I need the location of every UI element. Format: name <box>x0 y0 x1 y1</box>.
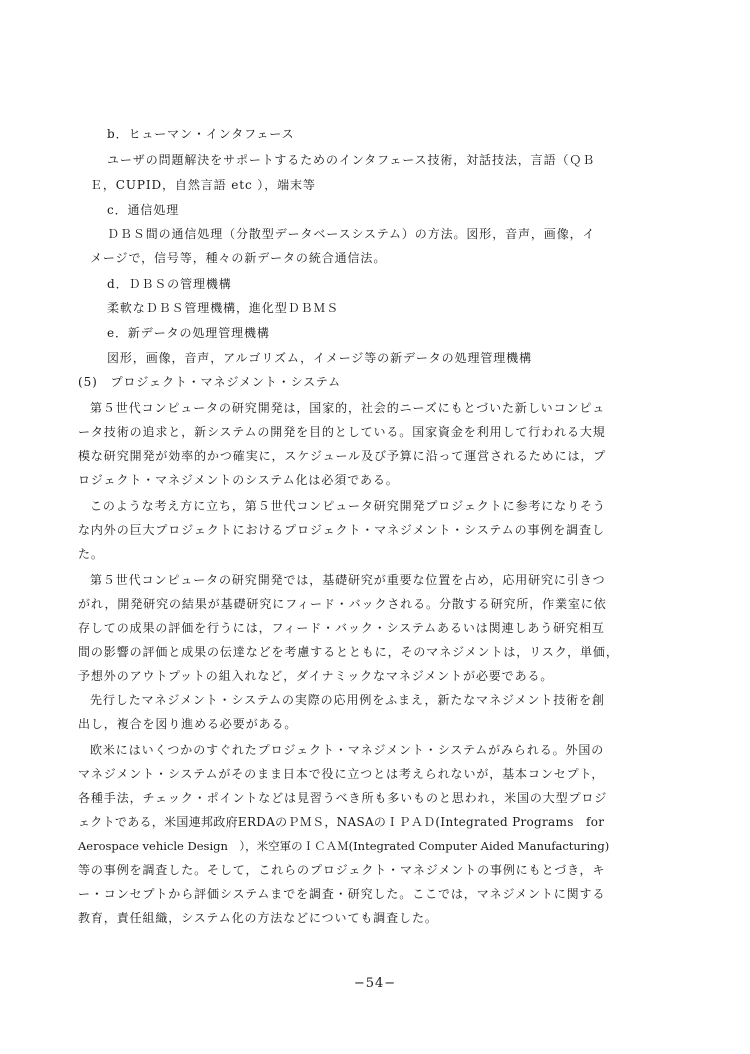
paragraph-3-line-1: 第５世代コンピュータの研究開発では，基礎研究が重要な位置を占め，応用研究に引きつ <box>90 573 606 587</box>
paragraph-5-line-5: Aerospace vehicle Design ），米空軍のＩＣＡＭ(Integrated Computer Aided Manufacturing) <box>78 839 610 853</box>
section-d-text-line-1: 柔軟なＤＢＳ管理機構，進化型ＤＢＭＳ <box>107 301 340 315</box>
paragraph-3-line-3: 存しての成果の評価を行うには，フィード・バック・システムあるいは関連しあう研究相互 <box>78 621 605 635</box>
paragraph-1-line-1: 第５世代コンピュータの研究開発は，国家的，社会的ニーズにもとづいた新しいコンピュ <box>90 401 606 415</box>
section-5-heading: (5) プロジェクト・マネジメント・システム <box>78 375 341 389</box>
section-c-heading: c．通信処理 <box>107 203 180 217</box>
paragraph-5-line-4: ェクトである，米国連邦政府ERDAのＰＭＳ，NASAのＩＰＡＤ(Integrated Programs for <box>78 815 605 829</box>
paragraph-5-line-3: 各種手法，チェック・ポイントなどは見習うべき所も多いものと思われ，米国の大型プロジ <box>78 791 608 805</box>
section-c-text-line-1: ＤＢＳ間の通信処理（分散型データベースシステム）の方法。図形，音声，画像，イ <box>107 227 596 241</box>
paragraph-4-line-2: 出し，複合を図り進める必要がある。 <box>78 717 298 731</box>
paragraph-2-line-2: な内外の巨大プロジェクトにおけるプロジェクト・マネジメント・システムの事例を調査し <box>78 523 605 537</box>
section-e-heading: e．新データの処理管理機構 <box>107 326 270 340</box>
paragraph-5-line-8: 教育，責任組織，システム化の方法などについても調査した。 <box>78 911 438 925</box>
paragraph-5-line-2: マネジメント・システムがそのまま日本で役に立つとは考えられないが，基本コンセプト， <box>78 767 605 781</box>
paragraph-2-line-3: た。 <box>78 547 104 561</box>
paragraph-1-line-4: ロジェクト・マネジメントのシステム化は必須である。 <box>78 473 399 487</box>
paragraph-3-line-5: 予想外のアウトプットの組入れなど，ダイナミックなマネジメントが必要である。 <box>78 669 554 683</box>
section-b-heading: b．ヒューマン・インタフェース <box>107 127 295 141</box>
paragraph-5-line-6: 等の事例を調査した。そして，これらのプロジェクト・マネジメントの事例にもとづき，キ <box>78 863 606 877</box>
paragraph-1-line-3: 模な研究開発が効率的かつ確実に，スケジュール及び予算に沿って運営されるためには，プ <box>78 449 607 463</box>
paragraph-3-line-4: 間の影響の評価と成果の伝達などを考慮するとともに，そのマネジメントは，リスク，単価， <box>78 645 619 659</box>
paragraph-5-line-7: ー・コンセプトから評価システムまでを調査・研究した。ここでは，マネジメントに関する <box>78 887 606 901</box>
paragraph-1-line-2: ータ技術の追求と，新システムの開発を目的としている。国家資金を利用して行われる大規 <box>78 425 606 439</box>
paragraph-5-line-1: 欧米にはいくつかのすぐれたプロジェクト・マネジメント・システムがみられる。外国の <box>90 743 605 757</box>
section-e-text-line-1: 図形，画像，音声，アルゴリズム，イメージ等の新データの処理管理機構 <box>107 351 532 365</box>
section-b-text-line-2: Ｅ，CUPID，自然言語 etc ），端末等 <box>90 178 316 192</box>
paragraph-3-line-2: がれ，開発研究の結果が基礎研究にフィード・バックされる。分散する研究所，作業室に依 <box>78 597 607 611</box>
section-b-text-line-1: ユーザの問題解決をサポートするためのインタフェース技術，対話技法，言語（ＱＢ <box>107 153 596 167</box>
page-number: −54− <box>353 976 397 991</box>
paragraph-4-line-1: 先行したマネジメント・システムの実際の応用例をふまえ，新たなマネジメント技術を創 <box>90 693 605 707</box>
section-d-heading: d．ＤＢＳの管理機構 <box>107 277 232 291</box>
section-c-text-line-2: メージで，信号等，種々の新データの統合通信法。 <box>90 251 387 265</box>
paragraph-2-line-1: このような考え方に立ち，第５世代コンピュータ研究開発プロジェクトに参考になりそう <box>90 499 606 513</box>
